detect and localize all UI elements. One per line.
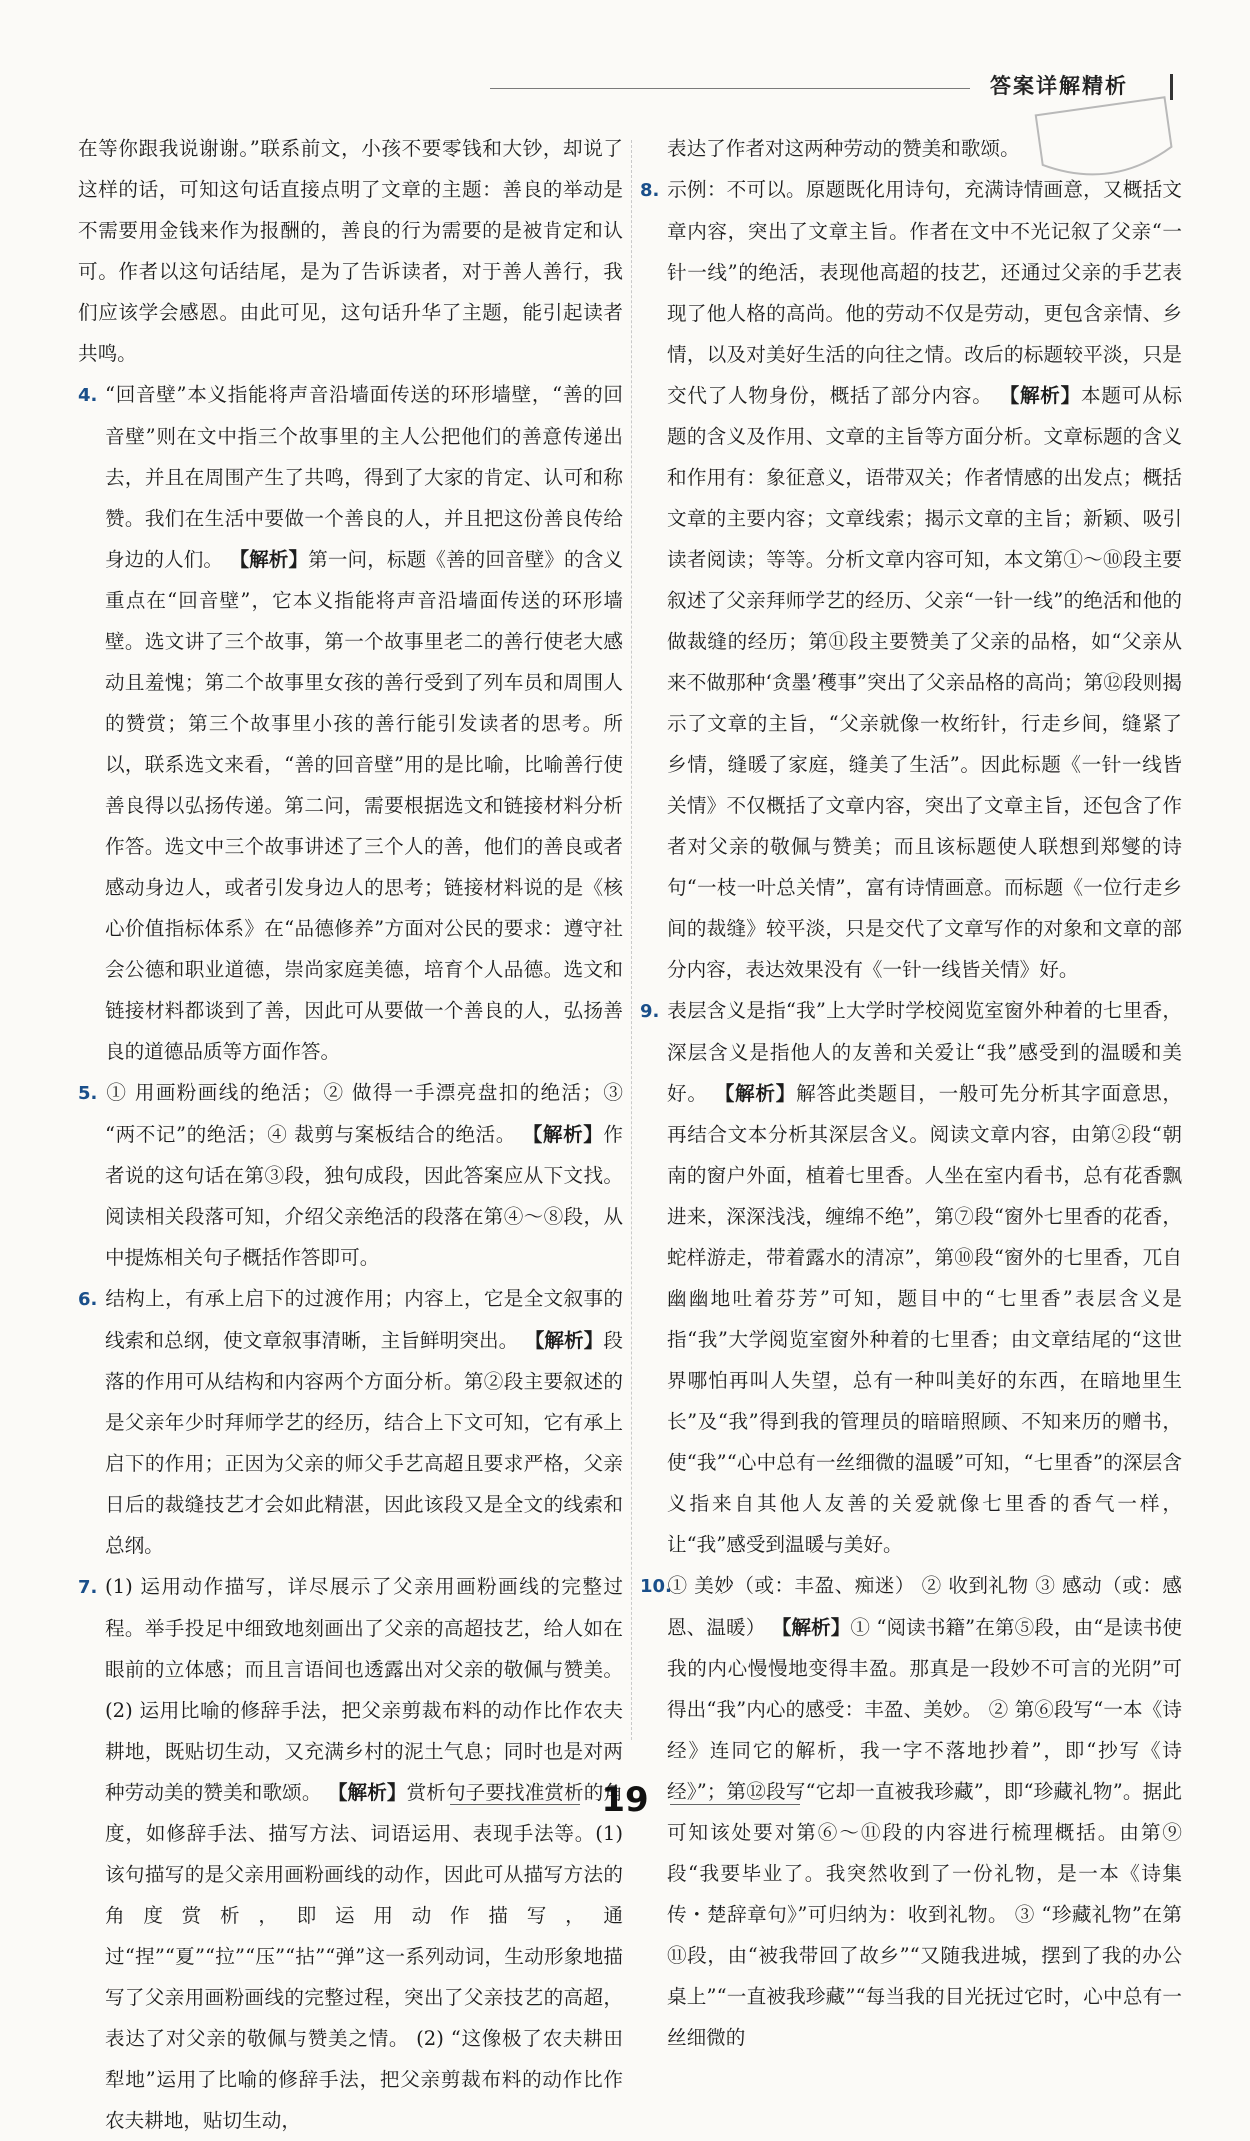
header-bar [1170,74,1173,100]
answer-text: ① 用画粉画线的绝活；② 做得一手漂亮盘扣的绝活；③ “两不记”的绝活；④ 裁剪与案板结合的绝活。 [105,1081,623,1146]
column-divider [631,140,632,1740]
answer-paragraph [78,1566,623,2141]
right-column [640,128,1182,2058]
answer-text: 示例：不可以。原题既化用诗句，充满诗情画意，又概括文章内容，突出了文章主旨。作者在文中不光记叙了父亲“一针一线”的绝活，表现他高超的技艺，还通过父亲的手艺表现了他人格的高尚。他的劳动不仅是劳动，更包含亲情、乡情，以及对美好生活的向往之情。改后的标题较平淡，只是交代了人物身份，概括了部分内容。 [667,178,1182,407]
analysis-tag: 【解析】 [229,548,309,571]
analysis-tag: 【解析】 [714,1082,797,1105]
analysis-tag: 【解析】 [999,384,1082,407]
answer-paragraph [640,169,1182,990]
analysis-text: 第一问，标题《善的回音壁》的含义重点在“回音壁”，它本义指能将声音沿墙面传送的环形墙壁。选文讲了三个故事，第一个故事里老二的善行使老大感动且羞愧；第二个故事里女孩的善行受到了列车员和周围人的赞赏；第三个故事里小孩的善行能引发读者的思考。所以，联系选文来看，“善的回音壁”用的是比喻，比喻善行使善良得以弘扬传递。第二问，需要根据选文和链接材料分析作答。选文中三个故事讲述了三个人的善，他们的善良或者感动身边人，或者引发身边人的思考；链接材料说的是《核心价值指标体系》在“品德修养”方面对公民的要求：遵守社会公德和职业道德，崇尚家庭美德，培育个人品德。选文和链接材料都谈到了善，因此可从要做一个善良的人，弘扬善良的道德品质等方面作答。 [105,548,624,1063]
analysis-tag: 【解析】 [522,1123,604,1146]
question-number: 7. [78,1577,98,1598]
left-column [78,128,623,2141]
answer-text: 表达了作者对这两种劳动的赞美和歌颂。 [667,137,1020,160]
question-number: 9. [640,1001,660,1022]
answer-text: (1) 运用动作描写，详尽展示了父亲用画粉画线的完整过程。举手投足中细致地刻画出了父亲的高超技艺，给人如在眼前的立体感；而且言语间也透露出对父亲的敬佩与赞美。 (2) 运用比喻的修辞手法，把父亲剪裁布料的动作比作农夫耕地，既贴切生动，又充满乡村的泥土气息；同时也是对两种劳动美的赞美和歌颂。 [105,1575,623,1804]
question-number: 8. [640,180,660,201]
analysis-tag: 【解析】 [327,1781,407,1804]
page-number: 19 [601,1780,649,1820]
footer-rule-left [450,1804,580,1805]
analysis-text: 赏析句子要找准赏析的角度，如修辞手法、描写方法、词语运用、表现手法等。(1) 该句描写的是父亲用画粉画线的动作，因此可从描写方法的角度赏析，即运用动作描写，通过“捏”“夏”“拉”“压”“拈”“弹”这一系列动词，生动形象地描写了父亲用画粉画线的完整过程，突出了父亲技艺的高超，表达了对父亲的敬佩与赞美之情。 (2) “这像极了农夫耕田犁地”运用了比喻的修辞手法，把父亲剪裁布料的动作比作农夫耕地，贴切生动， [105,1781,624,2132]
answer-paragraph [640,990,1182,1565]
question-number: 10. [640,1576,672,1597]
question-number: 5. [78,1083,98,1104]
answer-paragraph [78,1072,623,1278]
answer-text: 表层含义是指“我”上大学时学校阅览室窗外种着的七里香，深层含义是指他人的友善和关爱让“我”感受到的温暖和美好。 [667,999,1182,1105]
answer-paragraph [78,1278,623,1566]
analysis-text: ① “阅读书籍”在第⑤段，由“是读书使我的内心慢慢地变得丰盈。那真是一段妙不可言的光阴”可得出“我”内心的感受：丰盈、美妙。 ② 第⑥段写“一本《诗经》连同它的解析，我一字不落地抄着”，即“抄写《诗经》”；第⑫段写“它却一直被我珍藏”，即“珍藏礼物”。据此可知该处要对第⑥～⑪段的内容进行梳理概括。由第⑨段“我要毕业了。我突然收到了一份礼物，是一本《诗集传・楚辞章句》”可归纳为：收到礼物。 ③ “珍藏礼物”在第⑪段，由“被我带回了故乡”“又随我进城，摆到了我的办公桌上”“一直被我珍藏”“每当我的目光抚过它时，心中总有一丝细微的 [667,1616,1183,2049]
answer-text: 结构上，有承上启下的过渡作用；内容上，它是全文叙事的线索和总纲，使文章叙事清晰，主旨鲜明突出。 [105,1287,623,1352]
header-title: 答案详解精析 [990,74,1128,98]
analysis-text: 作者说的这句话在第③段，独句成段，因此答案应从下文找。阅读相关段落可知，介绍父亲绝活的段落在第④～⑧段，从中提炼相关句子概括作答即可。 [105,1123,623,1269]
footer-rule-right [670,1804,800,1805]
analysis-tag: 【解析】 [524,1329,604,1352]
answer-paragraph [78,374,623,1072]
analysis-text: 本题可从标题的含义及作用、文章的主旨等方面分析。文章标题的含义和作用有：象征意义，语带双关；作者情感的出发点；概括文章的主要内容；文章线索；揭示文章的主旨；新颖、吸引读者阅读；等等。分析文章内容可知，本文第①～⑩段主要叙述了父亲拜师学艺的经历、父亲“一针一线”的绝活和他的做裁缝的经历；第⑪段主要赞美了父亲的品格，如“父亲从来不做那种‘贪墨’穫事”突出了父亲品格的高尚；第⑫段则揭示了文章的主旨，“父亲就像一枚绗针，行走乡间，缝紧了乡情，缝暖了家庭，缝美了生活”。因此标题《一针一线皆关情》不仅概括了文章内容，突出了文章主旨，还包含了作者对父亲的敬佩与赞美；而且该标题使人联想到郑燮的诗句“一枝一叶总关情”，富有诗情画意。而标题《一位行走乡间的裁缝》较平淡，只是交代了文章写作的对象和文章的部分内容，表达效果没有《一针一线皆关情》好。 [667,384,1183,981]
analysis-text: 解答此类题目，一般可先分析其字面意思，再结合文本分析其深层含义。阅读文章内容，由第②段“朝南的窗户外面，植着七里香。人坐在室内看书，总有花香飘进来，深深浅浅，缠绵不绝”，第⑦段“窗外七里香的花香，蛇样游走，带着露水的清凉”，第⑩段“窗外的七里香，兀自幽幽地吐着芬芳”可知，题目中的“七里香”表层含义是指“我”大学阅览室窗外种着的七里香；由文章结尾的“这世界哪怕再叫人失望，总有一种叫美好的东西，在暗地里生长”及“我”得到我的管理员的暗暗照顾、不知来历的赠书，使“我”“心中总有一丝细微的温暖”可知，“七里香”的深层含义指来自其他人友善的关爱就像七里香的香气一样，让“我”感受到温暖与美好。 [667,1082,1183,1556]
answer-paragraph [78,128,623,374]
answer-paragraph [640,1565,1182,2058]
answer-text: ① 美妙（或：丰盈、痴迷） ② 收到礼物 ③ 感动（或：感恩、温暖） [667,1574,1182,1639]
answer-paragraph [640,128,1182,169]
answer-text: “回音壁”本义指能将声音沿墙面传送的环形墙壁，“善的回音壁”则在文中指三个故事里的主人公把他们的善意传递出去，并且在周围产生了共鸣，得到了大家的肯定、认可和称赞。我们在生活中要做一个善良的人，并且把这份善良传给身边的人们。 [105,383,623,571]
analysis-tag: 【解析】 [771,1616,851,1639]
analysis-text: 段落的作用可从结构和内容两个方面分析。第②段主要叙述的是父亲年少时拜师学艺的经历，结合上下文可知，它有承上启下的作用；正因为父亲的师父手艺高超且要求严格，父亲日后的裁缝技艺才会如此精湛，因此该段又是全文的线索和总纲。 [105,1329,624,1557]
question-number: 6. [78,1289,98,1310]
answer-text: 在等你跟我说谢谢。”联系前文，小孩不要零钱和大钞，却说了这样的话，可知这句话直接点明了文章的主题：善良的举动是不需要用金钱来作为报酬的，善良的行为需要的是被肯定和认可。作者以这句话结尾，是为了告诉读者，对于善人善行，我们应该学会感恩。由此可见，这句话升华了主题，能引起读者共鸣。 [78,137,623,365]
header-rule [490,88,970,89]
question-number: 4. [78,385,98,406]
